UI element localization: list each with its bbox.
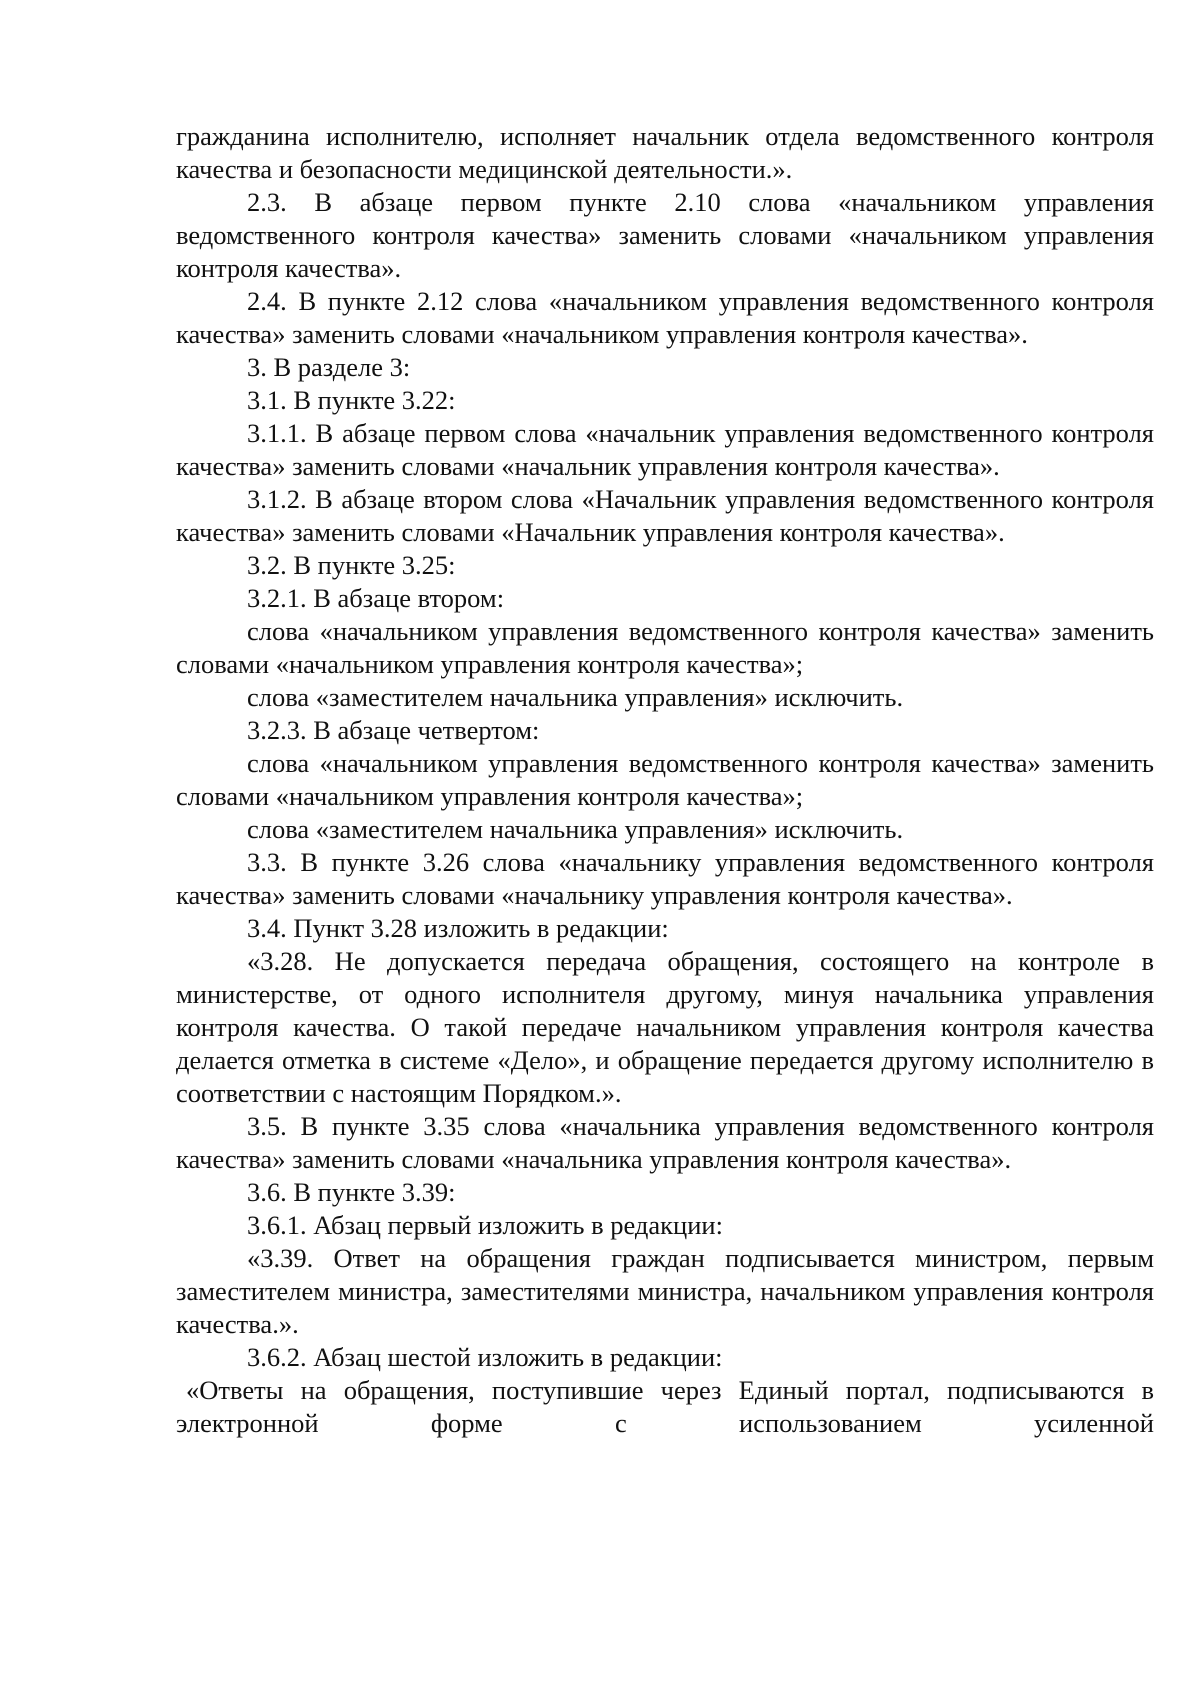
paragraph-3-6: 3.6. В пункте 3.39: xyxy=(247,1177,456,1207)
paragraph-2-3: 2.3. В абзаце первом пункте 2.10 слова «начальником управления ведомственного контроля качества» заменить словами «начальником управления контроля качества». xyxy=(176,187,1154,283)
paragraph-3-1: 3.1. В пункте 3.22: xyxy=(247,385,456,415)
paragraph-continuation: гражданина исполнителю, исполняет начальник отдела ведомственного контроля качества и безопасности медицинской деятельности.». xyxy=(176,121,1154,184)
paragraph-3-3: 3.3. В пункте 3.26 слова «начальнику управления ведомственного контроля качества» заменить словами «начальнику управления контроля качества». xyxy=(176,847,1154,910)
paragraph-3-28-quote: «3.28. Не допускается передача обращения, состоящего на контроле в министерстве, от одного исполнителя другому, минуя начальника управления контроля качества. О такой передаче начальником управления контроля качества делается отметка в системе «Дело», и обращение передается другому исполнителю в соответствии с настоящим Порядком.». xyxy=(176,946,1154,1108)
paragraph-3-2: 3.2. В пункте 3.25: xyxy=(247,550,456,580)
paragraph-3-1-1: 3.1.1. В абзаце первом слова «начальник управления ведомственного контроля качества» заменить словами «начальник управления контроля качества». xyxy=(176,418,1154,481)
paragraph-3-2-1-exclude: слова «заместителем начальника управления» исключить. xyxy=(247,682,904,712)
paragraph-3-2-3: 3.2.3. В абзаце четвертом: xyxy=(247,715,540,745)
paragraph-2-4: 2.4. В пункте 2.12 слова «начальником управления ведомственного контроля качества» заменить словами «начальником управления контроля качества». xyxy=(176,286,1154,349)
paragraph-answers-quote: «Ответы на обращения, поступившие через Единый портал, подписываются в электронной форме с использованием усиленной xyxy=(176,1375,1154,1438)
paragraph-3-1-2: 3.1.2. В абзаце втором слова «Начальник управления ведомственного контроля качества» заменить словами «Начальник управления контроля качества». xyxy=(176,484,1154,547)
paragraph-3-4: 3.4. Пункт 3.28 изложить в редакции: xyxy=(247,913,669,943)
paragraph-3-2-1-words: слова «начальником управления ведомственного контроля качества» заменить словами «начальником управления контроля качества»; xyxy=(176,616,1154,679)
paragraph-3-2-3-words: слова «начальником управления ведомственного контроля качества» заменить словами «начальником управления контроля качества»; xyxy=(176,748,1154,811)
paragraph-3: 3. В разделе 3: xyxy=(247,352,411,382)
paragraph-3-39-quote: «3.39. Ответ на обращения граждан подписывается министром, первым заместителем министра, заместителями министра, начальником управления контроля качества.». xyxy=(176,1243,1154,1339)
paragraph-3-6-1: 3.6.1. Абзац первый изложить в редакции: xyxy=(247,1210,723,1240)
paragraph-3-5: 3.5. В пункте 3.35 слова «начальника управления ведомственного контроля качества» заменить словами «начальника управления контроля качества». xyxy=(176,1111,1154,1174)
paragraph-3-2-3-exclude: слова «заместителем начальника управления» исключить. xyxy=(247,814,904,844)
paragraph-3-2-1: 3.2.1. В абзаце втором: xyxy=(247,583,505,613)
document-body xyxy=(176,120,1154,1440)
paragraph-3-6-2: 3.6.2. Абзац шестой изложить в редакции: xyxy=(247,1342,723,1372)
